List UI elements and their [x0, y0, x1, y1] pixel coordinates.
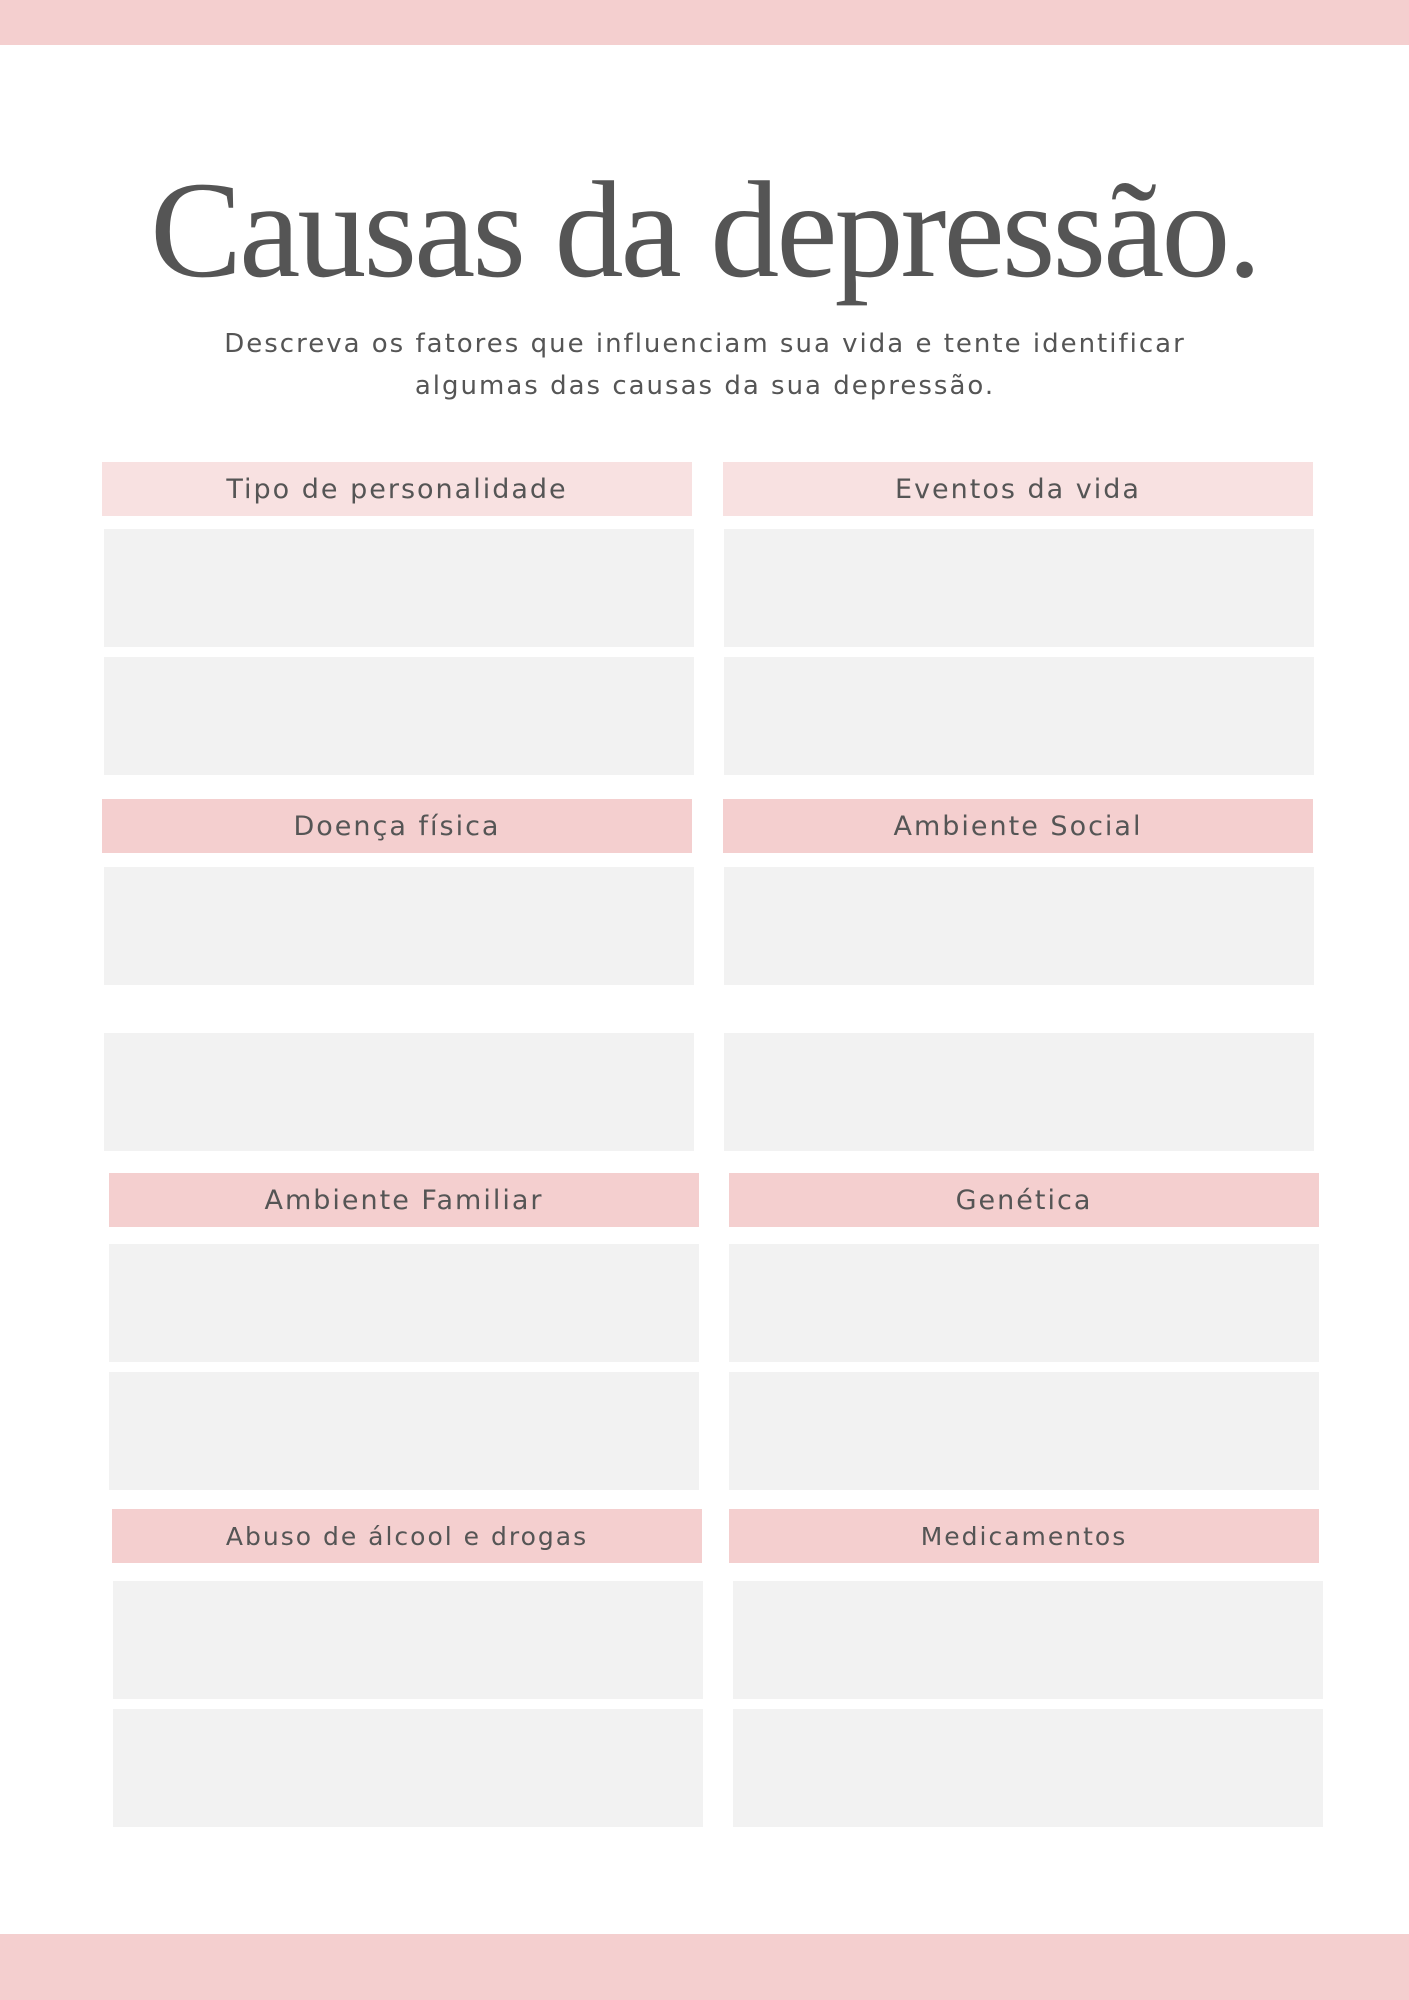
writing-box-doenca-fisica-1[interactable]	[104, 867, 694, 985]
writing-box-ambiente-social-2[interactable]	[724, 1033, 1314, 1151]
top-band	[0, 0, 1409, 45]
writing-box-genetica-1[interactable]	[729, 1244, 1319, 1362]
page-title: Causas da depressão.	[150, 153, 1259, 306]
writing-box-tipo-de-personalidade-1[interactable]	[104, 529, 694, 647]
subtitle-line-1: Descreva os fatores que influenciam sua vida e tente identificar	[224, 329, 1186, 359]
section-header-genetica: Genética	[729, 1173, 1319, 1227]
writing-box-ambiente-familiar-2[interactable]	[109, 1372, 699, 1490]
writing-box-medicamentos-1[interactable]	[733, 1581, 1323, 1699]
section-header-ambiente-familiar: Ambiente Familiar	[109, 1173, 699, 1227]
writing-box-tipo-de-personalidade-2[interactable]	[104, 657, 694, 775]
writing-box-abuso-de-alcool-e-drogas-1[interactable]	[113, 1581, 703, 1699]
section-header-abuso-de-alcool-e-drogas: Abuso de álcool e drogas	[112, 1509, 702, 1563]
subtitle-line-2: algumas das causas da sua depressão.	[414, 371, 996, 401]
section-header-ambiente-social: Ambiente Social	[723, 799, 1313, 853]
writing-box-medicamentos-2[interactable]	[733, 1709, 1323, 1827]
section-header-medicamentos: Medicamentos	[729, 1509, 1319, 1563]
section-header-tipo-de-personalidade: Tipo de personalidade	[102, 462, 692, 516]
section-header-eventos-da-vida: Eventos da vida	[723, 462, 1313, 516]
writing-box-abuso-de-alcool-e-drogas-2[interactable]	[113, 1709, 703, 1827]
writing-box-genetica-2[interactable]	[729, 1372, 1319, 1490]
writing-box-eventos-da-vida-1[interactable]	[724, 529, 1314, 647]
writing-box-eventos-da-vida-2[interactable]	[724, 657, 1314, 775]
writing-box-ambiente-social-1[interactable]	[724, 867, 1314, 985]
bottom-band	[0, 1934, 1409, 2000]
writing-box-doenca-fisica-2[interactable]	[104, 1033, 694, 1151]
section-header-doenca-fisica: Doença física	[102, 799, 692, 853]
page-subtitle	[180, 323, 1230, 407]
writing-box-ambiente-familiar-1[interactable]	[109, 1244, 699, 1362]
